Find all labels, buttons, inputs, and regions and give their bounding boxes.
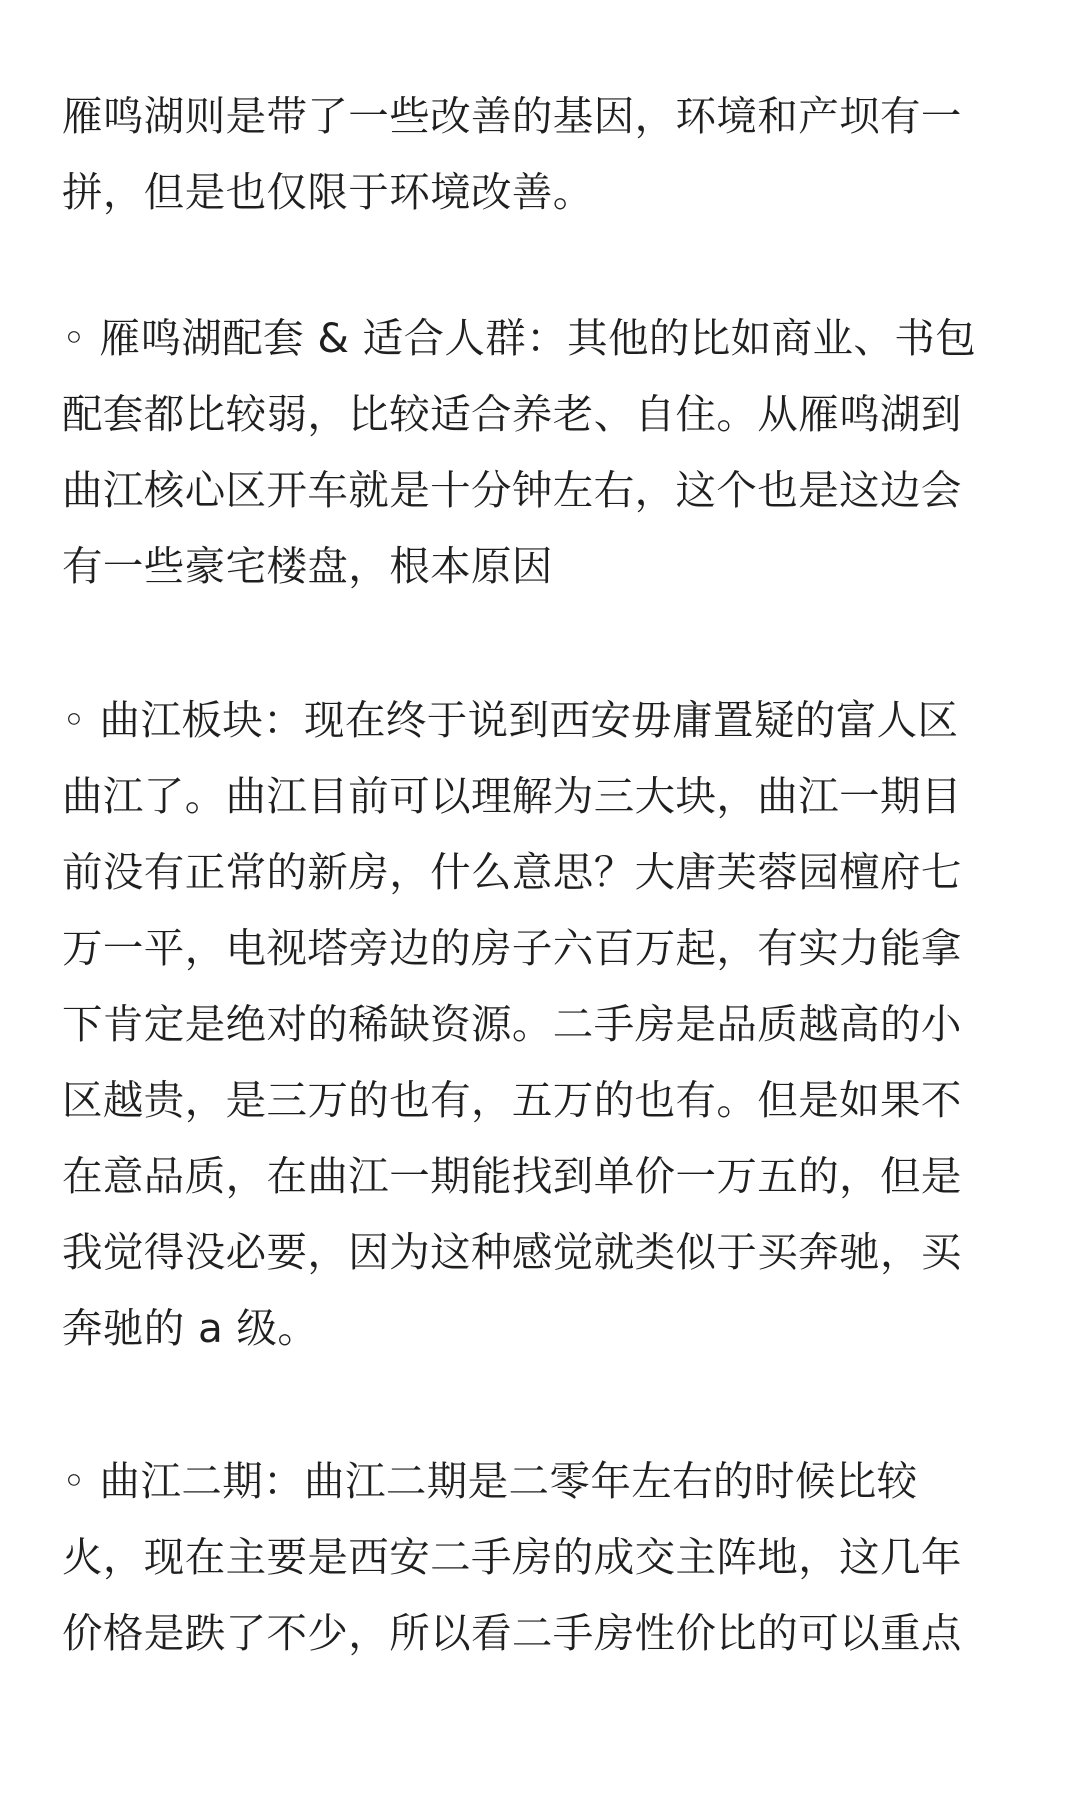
- text-line: ◦ 曲江板块：现在终于说到西安毋庸置疑的富人区: [62, 696, 959, 744]
- text-line: 下肯定是绝对的稀缺资源。二手房是品质越高的小: [62, 1000, 962, 1048]
- text-line: 前没有正常的新房，什么意思？大唐芙蓉园檀府七: [62, 848, 962, 896]
- text-line: 区越贵，是三万的也有，五万的也有。但是如果不: [62, 1076, 962, 1124]
- text-line: 在意品质，在曲江一期能找到单价一万五的，但是: [62, 1152, 962, 1200]
- text-line: 雁鸣湖则是带了一些改善的基因，环境和产坝有一: [62, 92, 962, 140]
- text-line: 有一些豪宅楼盘，根本原因: [62, 542, 553, 590]
- text-line: 火，现在主要是西安二手房的成交主阵地，这几年: [62, 1533, 962, 1581]
- text-line: ◦ 曲江二期：曲江二期是二零年左右的时候比较: [62, 1457, 918, 1505]
- text-line: 万一平，电视塔旁边的房子六百万起，有实力能拿: [62, 924, 962, 972]
- text-line: 拼，但是也仅限于环境改善。: [62, 168, 594, 216]
- text-line: 曲江了。曲江目前可以理解为三大块，曲江一期目: [62, 772, 962, 820]
- text-line: 奔驰的 a 级。: [62, 1304, 319, 1352]
- text-line: 我觉得没必要，因为这种感觉就类似于买奔驰，买: [62, 1228, 962, 1276]
- text-line: 价格是跌了不少，所以看二手房性价比的可以重点: [62, 1609, 962, 1657]
- text-line: 曲江核心区开车就是十分钟左右，这个也是这边会: [62, 466, 962, 514]
- text-line: ◦ 雁鸣湖配套 & 适合人群：其他的比如商业、书包: [62, 314, 977, 362]
- text-line: 配套都比较弱，比较适合养老、自住。从雁鸣湖到: [62, 390, 962, 438]
